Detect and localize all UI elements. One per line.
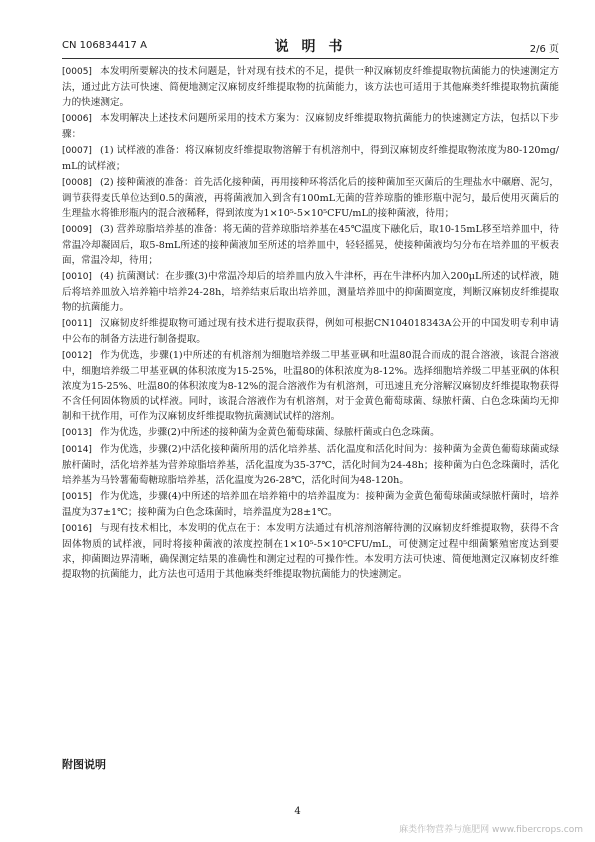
paragraph-number: [0010]	[62, 272, 92, 282]
paragraph-0006	[62, 111, 559, 142]
paragraph-0007	[62, 143, 559, 174]
paragraph-0016	[62, 521, 559, 582]
paragraph-number: [0009]	[62, 225, 92, 235]
paragraph-number: [0016]	[62, 524, 92, 534]
paragraph-text: (1) 试样液的准备：将汉麻韧皮纤维提取物溶解于有机溶剂中，得到汉麻韧皮纤维提取物浓度为80-120mg/mL的试样液；	[62, 145, 559, 172]
paragraph-0009	[62, 222, 559, 268]
page-number: 4	[294, 806, 301, 817]
section-title-figures: 附图说明	[62, 758, 106, 771]
paragraph-number: [0008]	[62, 178, 92, 188]
paragraph-number: [0012]	[62, 351, 92, 361]
paragraph-0015	[62, 489, 559, 520]
patent-number: CN 106834417 A	[62, 40, 147, 51]
document-body	[62, 64, 559, 583]
paragraph-0014	[62, 442, 559, 488]
paragraph-number: [0006]	[62, 114, 92, 124]
paragraph-number: [0007]	[62, 146, 92, 156]
paragraph-0005	[62, 64, 559, 110]
header-rule	[62, 58, 559, 59]
paragraph-number: [0014]	[62, 445, 92, 455]
paragraph-number: [0013]	[62, 428, 92, 438]
site-watermark: 麻类作物营养与施肥网 www.fibercrops.com	[399, 825, 583, 835]
paragraph-0013	[62, 425, 559, 441]
page-indicator: 2/6 页	[529, 44, 559, 55]
paragraph-text: 与现有技术相比，本发明的优点在于：本发明方法通过有机溶剂溶解待测的汉麻韧皮纤维提取物，获得不含固体物质的试样液，同时将接种菌液的浓度控制在1×10⁵-5×10⁵CFU/mL，可使测定过程中细菌繁殖密度达到要求，抑菌圈边界清晰，确保测定结果的准确性和测定过程的可操作性。本发明方法可快速、简便地测定汉麻韧皮纤维提取物的抗菌能力，此方法也可适用于其他麻类纤维提取物抗菌能力的快速测定。	[62, 523, 559, 580]
paragraph-text: 本发明所要解决的技术问题是，针对现有技术的不足，提供一种汉麻韧皮纤维提取物抗菌能力的快速测定方法，通过此方法可快速、简便地测定汉麻韧皮纤维提取物的抗菌能力，该方法也可适用于其他麻类纤维提取物抗菌能力的快速测定。	[62, 66, 559, 108]
paragraph-0012	[62, 348, 559, 424]
paragraph-0011	[62, 316, 559, 347]
paragraph-0008	[62, 175, 559, 221]
paragraph-text: (3) 营养琼脂培养基的准备：将无菌的营养琼脂培养基在45℃温度下融化后，取10-15mL移至培养皿中，待常温冷却凝固后，取5-8mL所述的接种菌液加至所述的培养皿中，轻轻摇晃，使接种菌液均匀分布在培养皿的平板表面，常温冷却，待用；	[62, 224, 559, 266]
paragraph-number: [0005]	[62, 67, 92, 77]
paragraph-text: 汉麻韧皮纤维提取物可通过现有技术进行提取获得，例如可根据CN104018343A公开的中国发明专利申请中公布的制备方法进行制备提取。	[62, 318, 559, 345]
paragraph-text: 本发明解决上述技术问题所采用的技术方案为：汉麻韧皮纤维提取物抗菌能力的快速测定方法，包括以下步骤：	[62, 113, 559, 140]
paragraph-text: 作为优选，步骤(2)中所述的接种菌为金黄色葡萄球菌、绿脓杆菌或白色念珠菌。	[100, 427, 440, 438]
paragraph-text: (4) 抗菌测试：在步骤(3)中常温冷却后的培养皿内放入牛津杯，再在牛津杯内加入200μL所述的试样液，随后将培养皿放入培养箱中培养24-28h，培养结束后取出培养皿，测量培养皿中的抑菌圈宽度，判断汉麻韧皮纤维提取物的抗菌能力。	[62, 271, 559, 313]
paragraph-text: (2) 接种菌液的准备：首先活化接种菌，再用接种环将活化后的接种菌加至灭菌后的生理盐水中碾磨、泥匀，调节获得麦氏单位达到0.5的菌液，再将菌液加入到含有100mL无菌的营养琼脂的锥形瓶中泥匀，最后使用灭菌后的生理盐水将锥形瓶内的混合液稀释，得到浓度为1×10⁵-5×10⁵CFU/mL的接种菌液，待用；	[62, 177, 559, 219]
paragraph-number: [0011]	[62, 319, 92, 329]
paragraph-0010	[62, 269, 559, 315]
paragraph-number: [0015]	[62, 492, 92, 502]
paragraph-text: 作为优选，步骤(2)中活化接种菌所用的活化培养基、活化温度和活化时间为：接种菌为金黄色葡萄球菌或绿脓杆菌时，活化培养基为营养琼脂培养基，活化温度为35-37℃，活化时间为24-48h；接种菌为白色念珠菌时，活化培养基为马铃薯葡萄糖琼脂培养基，活化温度为26-28℃，活化时间为48-120h。	[62, 444, 559, 486]
document-title: 说 明 书	[274, 39, 347, 55]
paragraph-text: 作为优选，步骤(4)中所述的培养皿在培养箱中的培养温度为：接种菌为金黄色葡萄球菌或绿脓杆菌时，培养温度为37±1℃；接种菌为白色念珠菌时，培养温度为28±1℃。	[62, 491, 559, 518]
paragraph-text: 作为优选，步骤(1)中所述的有机溶剂为细胞培养级二甲基亚砜和吐温80混合而成的混合溶液，该混合溶液中，细胞培养级二甲基亚砜的体积浓度为15-25%，吐温80的体积浓度为8-12%。选择细胞培养级二甲基亚砜的体积浓度为15-25%、吐温80的体积浓度为8-12%的混合溶液作为有机溶剂，可迅速且充分溶解汉麻韧皮纤维提取物获得不含任何固体物质的试样液。同时，该混合溶液作为有机溶剂，对于金黄色葡萄球菌、绿脓杆菌、白色念珠菌均无抑制和干扰作用，可作为汉麻韧皮纤维提取物抗菌测试试样的溶剂。	[62, 350, 559, 422]
page-header	[62, 36, 559, 56]
